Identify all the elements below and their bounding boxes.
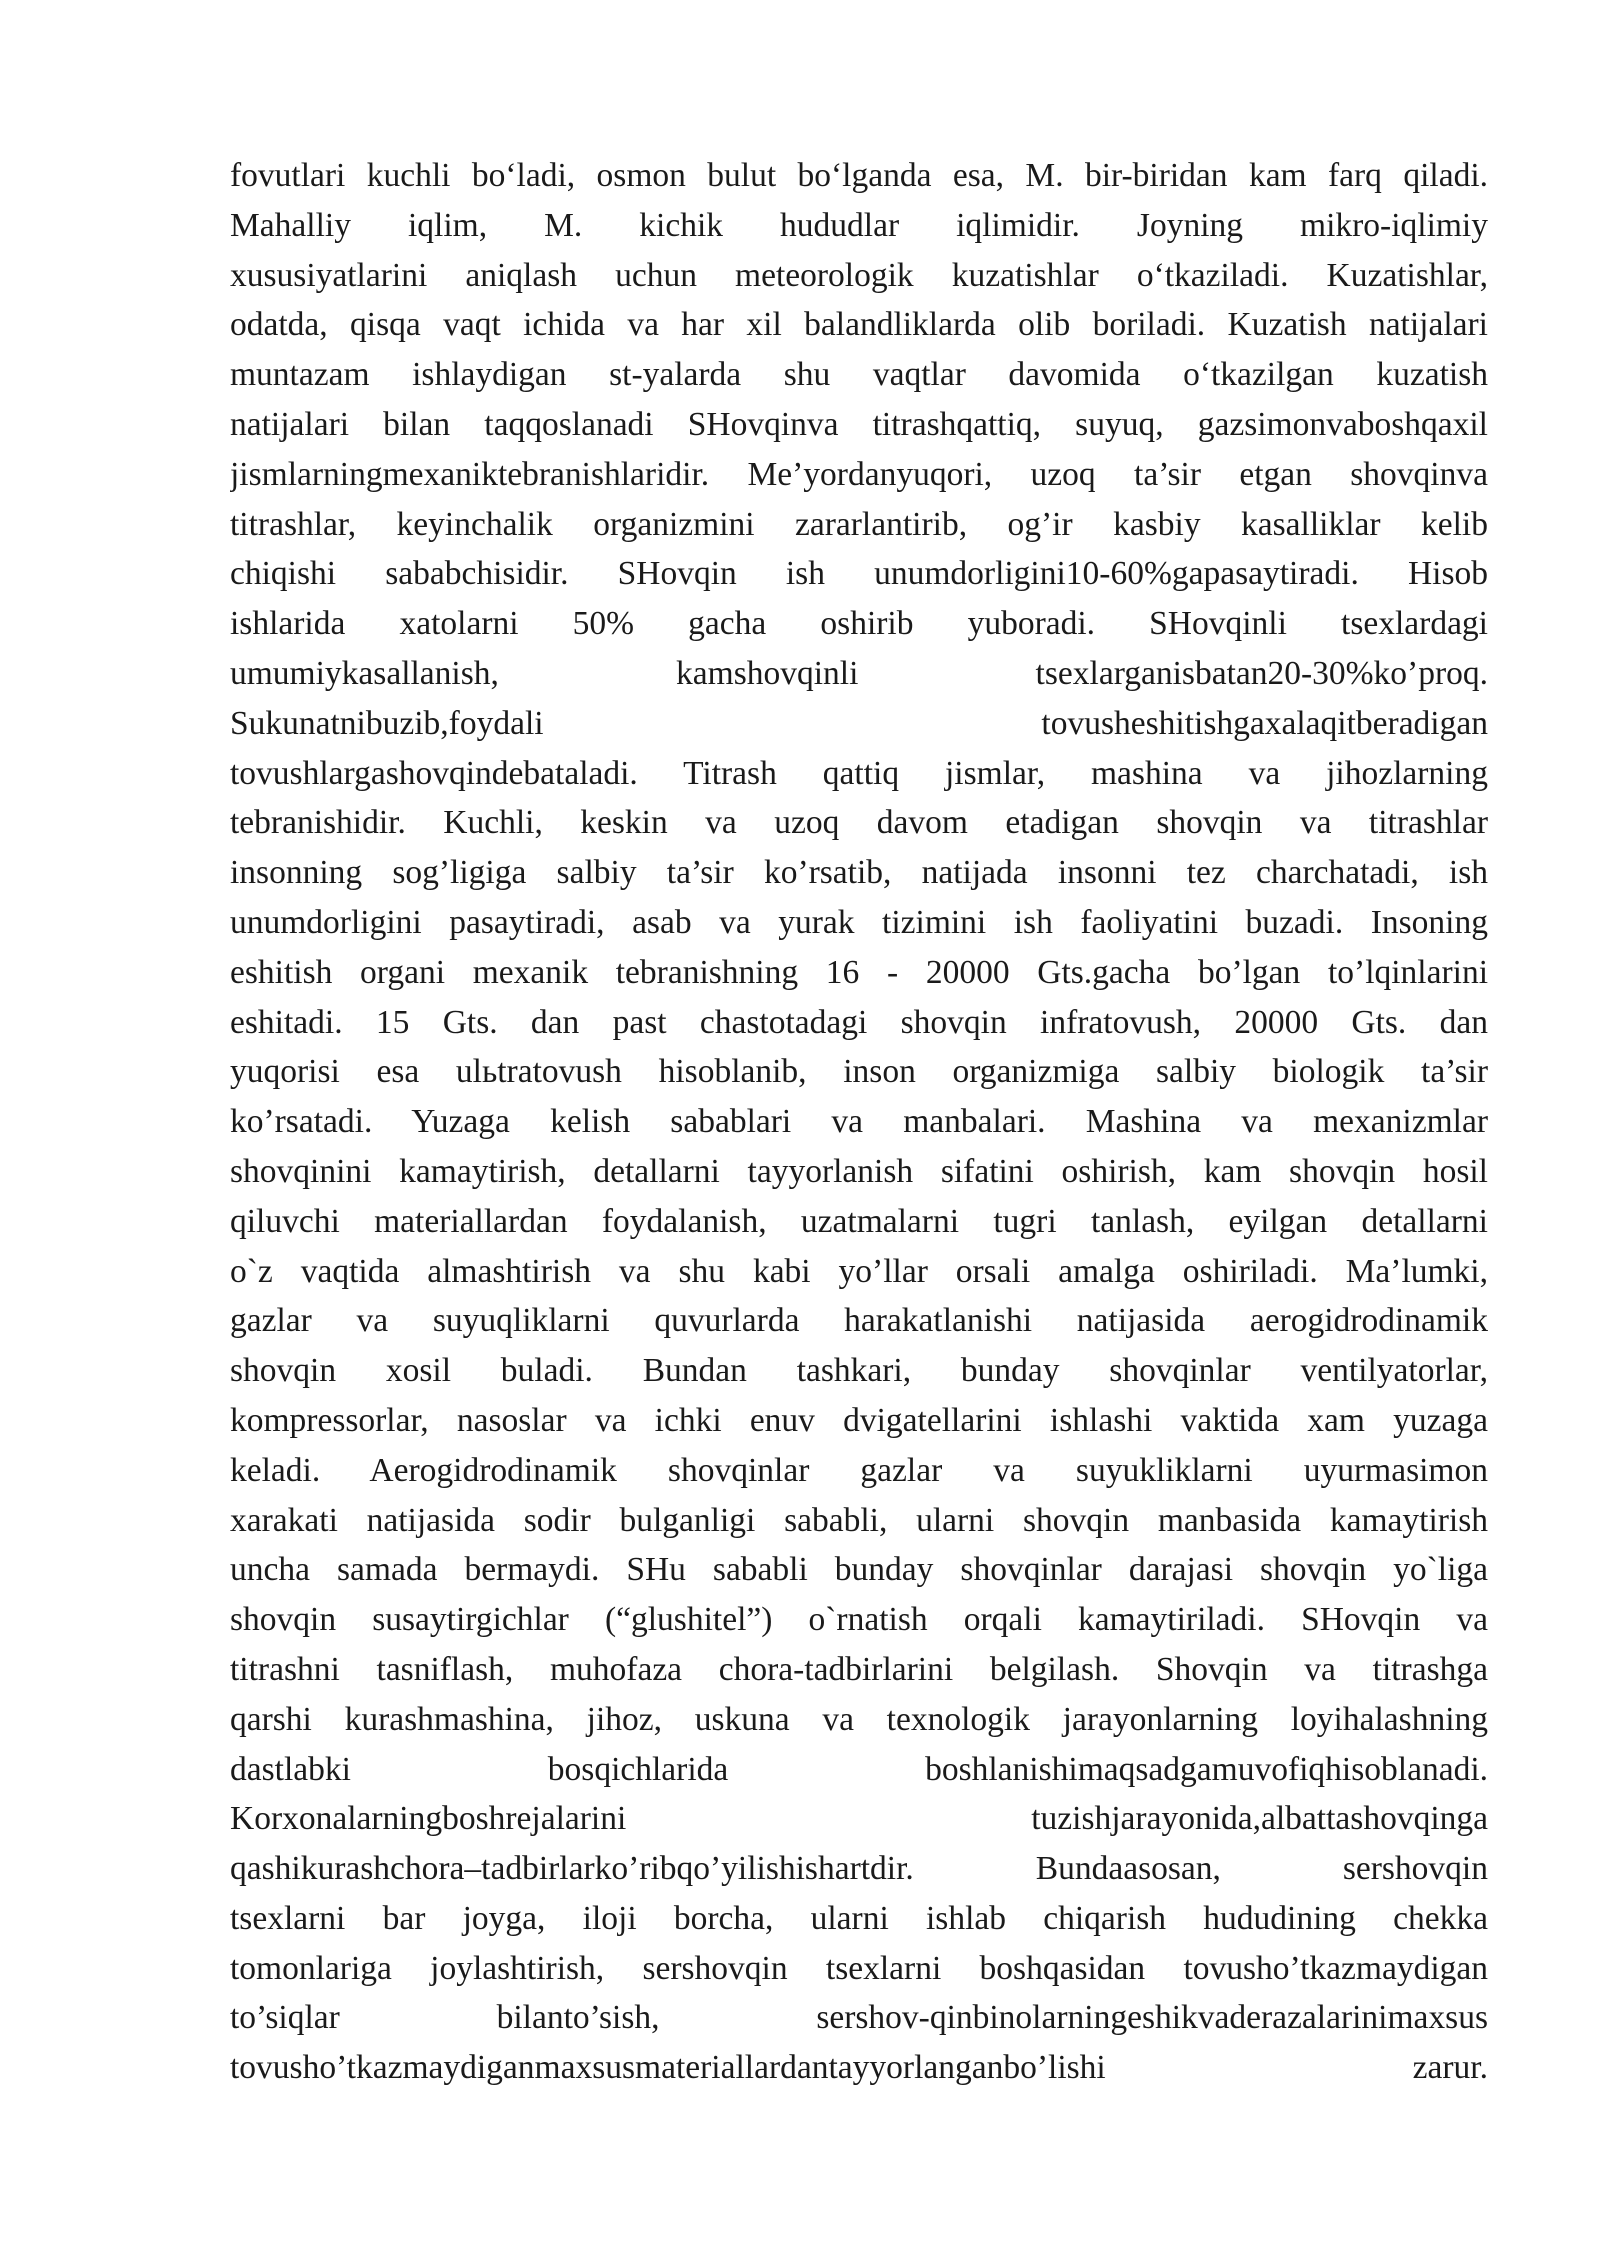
text-line: shovqin susaytirgichlar (“glushitel”) o`rnatish orqali kamaytiriladi. SHovqin va xyxy=(230,1601,1488,1639)
text-line: shovqinini kamaytirish, detallarni tayyorlanish sifatini oshirish, kam shovqin hosil xyxy=(230,1152,1488,1190)
text-line: eshitish organi mexanik tebranishning 16 - 20000 Gts.gacha bo’lgan to’lqinlarini xyxy=(230,953,1488,991)
text-line: to’siqlar bilanto’sish, sershov-qinbinolarningeshikvaderazalarinimaxsus xyxy=(230,1999,1488,2037)
text-line: shovqin xosil buladi. Bundan tashkari, bunday shovqinlar ventilyatorlar, xyxy=(230,1352,1488,1390)
text-line: natijalari bilan taqqoslanadi SHovqinva titrashqattiq, suyuq, gazsimonvaboshqaxil xyxy=(230,405,1488,443)
text-line: odatda, qisqa vaqt ichida va har xil balandliklarda olib boriladi. Kuzatish natijalari xyxy=(230,306,1488,344)
text-line: yuqorisi esa ulьtratovush hisoblanib, inson organizmiga salbiy biologik ta’sir xyxy=(230,1053,1488,1091)
text-line: Korxonalarningboshrejalarini tuzishjarayonida,albattashovqinga xyxy=(230,1800,1488,1838)
text-line: muntazam ishlaydigan st-yalarda shu vaqtlar davomida o‘tkazilgan kuzatish xyxy=(230,356,1488,394)
text-line: ko’rsatadi. Yuzaga kelish sabablari va manbalari. Mashina va mexanizmlar xyxy=(230,1103,1488,1141)
body-text xyxy=(230,151,1488,2093)
text-line: dastlabki bosqichlarida boshlanishimaqsadgamuvofiqhisoblanadi. xyxy=(230,1750,1488,1788)
text-line: titrashni tasniflash, muhofaza chora-tadbirlarini belgilash. Shovqin va titrashga xyxy=(230,1650,1488,1688)
text-line: qashikurashchora–tadbirlarko’ribqo’yilishishartdir. Bundaasosan, sershovqin xyxy=(230,1850,1488,1888)
text-line: fovutlari kuchli bo‘ladi, osmon bulut bo‘lganda esa, M. bir-biridan kam farq qiladi. xyxy=(230,157,1488,194)
text-line: keladi. Aerogidrodinamik shovqinlar gazlar va suyukliklarni uyurmasimon xyxy=(230,1451,1488,1489)
text-line: insonning sog’ligiga salbiy ta’sir ko’rsatib, natijada insonni tez charchatadi, ish xyxy=(230,854,1488,892)
text-line: chiqishi sababchisidir. SHovqin ish unumdorligini10-60%gapasaytiradi. Hisob xyxy=(230,555,1488,593)
text-line: qiluvchi materiallardan foydalanish, uzatmalarni tugri tanlash, eyilgan detallarni xyxy=(230,1202,1488,1240)
text-line: uncha samada bermaydi. SHu sababli bunday shovqinlar darajasi shovqin yo`liga xyxy=(230,1551,1488,1589)
text-line: unumdorligini pasaytiradi, asab va yurak tizimini ish faoliyatini buzadi. Insoning xyxy=(230,903,1488,941)
text-line: Sukunatnibuzib,foydali tovusheshitishgaxalaqitberadigan xyxy=(230,704,1488,742)
text-line: xarakati natijasida sodir bulganligi sababli, ularni shovqin manbasida kamaytirish xyxy=(230,1501,1488,1539)
text-line: xususiyatlarini aniqlash uchun meteorologik kuzatishlar o‘tkaziladi. Kuzatishlar, xyxy=(230,256,1488,294)
text-line: ishlarida xatolarni 50% gacha oshirib yuboradi. SHovqinli tsexlardagi xyxy=(230,605,1488,643)
text-line: tomonlariga joylashtirish, sershovqin tsexlarni boshqasidan tovusho’tkazmaydigan xyxy=(230,1949,1488,1987)
text-line: o`z vaqtida almashtirish va shu kabi yo’llar orsali amalga oshiriladi. Ma’lumki, xyxy=(230,1252,1488,1290)
text-line: tovushlargashovqindebataladi. Titrash qattiq jismlar, mashina va jihozlarning xyxy=(230,754,1488,792)
text-line: jismlarningmexaniktebranishlaridir. Me’yordanyuqori, uzoq ta’sir etgan shovqinva xyxy=(230,455,1488,493)
text-line: eshitadi. 15 Gts. dan past chastotadagi shovqin infratovush, 20000 Gts. dan xyxy=(230,1003,1488,1041)
text-line: qarshi kurashmashina, jihoz, uskuna va texnologik jarayonlarning loyihalashning xyxy=(230,1700,1488,1738)
text-line: tsexlarni bar joyga, iloji borcha, ularni ishlab chiqarish hududining chekka xyxy=(230,1899,1488,1937)
text-line: Mahalliy iqlim, M. kichik hududlar iqlimidir. Joyning mikro-iqlimiy xyxy=(230,206,1488,244)
text-line: tovusho’tkazmaydiganmaxsusmateriallardantayyorlanganbo’lishi zarur. xyxy=(230,2049,1488,2087)
text-line: gazlar va suyuqliklarni quvurlarda harakatlanishi natijasida aerogidrodinamik xyxy=(230,1302,1488,1340)
text-line: tebranishidir. Kuchli, keskin va uzoq davom etadigan shovqin va titrashlar xyxy=(230,804,1488,842)
text-line: umumiykasallanish, kamshovqinli tsexlarganisbatan20-30%ko’proq. xyxy=(230,654,1488,692)
text-line: kompressorlar, nasoslar va ichki enuv dvigatellarini ishlashi vaktida xam yuzaga xyxy=(230,1401,1488,1439)
text-line: titrashlar, keyinchalik organizmini zararlantirib, og’ir kasbiy kasalliklar kelib xyxy=(230,505,1488,543)
